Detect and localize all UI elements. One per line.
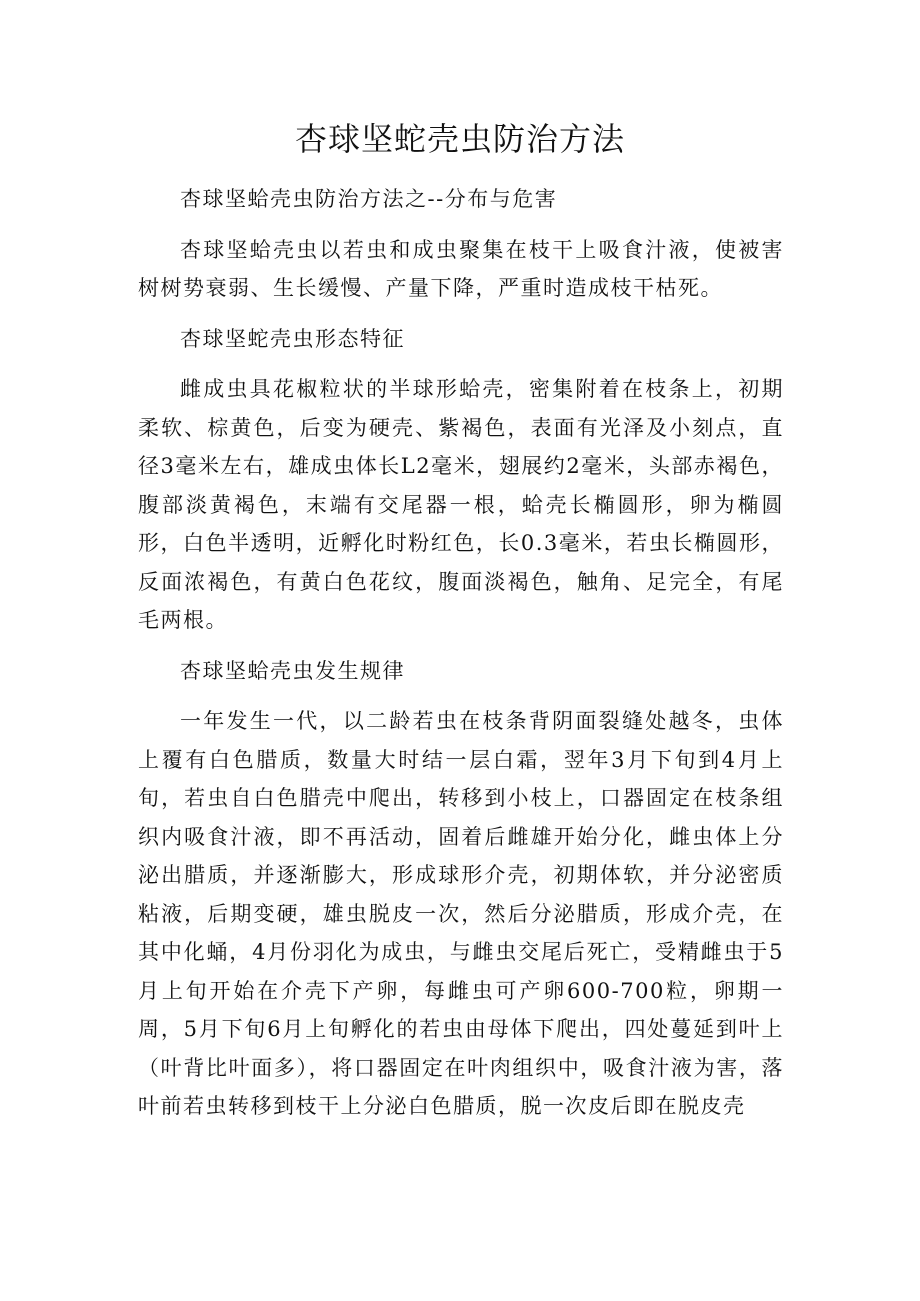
paragraph-morphology: 雌成虫具花椒粒状的半球形蛤壳，密集附着在枝条上，初期柔软、棕黄色，后变为硬壳、紫褐色，表面有光泽及小刻点，直径3毫米左右，雄成虫体长L2毫米，翅展约2毫米，头部赤褐色，腹部淡黄褐色，末端有交尾器一根，蛤壳长椭圆形，卵为椭圆形，白色半透明，近孵化时粉红色，长0.3毫米，若虫长椭圆形，反面浓褐色，有黄白色花纹，腹面淡褐色，触角、足完全，有尾毛两根。 <box>138 377 784 632</box>
document-title: 杏球坚蛇壳虫防治方法 <box>294 120 625 158</box>
section-heading-morphology: 杏球坚蛇壳虫形态特征 <box>180 326 405 351</box>
paragraph-damage: 杏球坚蛤壳虫以若虫和成虫聚集在枝干上吸食汁液，使被害树树势衰弱、生长缓慢、产量下降，严重时造成枝干枯死。 <box>138 237 784 300</box>
paragraph-occurrence: 一年发生一代，以二龄若虫在枝条背阴面裂缝处越冬，虫体上覆有白色腊质，数量大时结一层白霜，翌年3月下旬到4月上旬，若虫自白色腊壳中爬出，转移到小枝上，口器固定在枝条组织内吸食汁液，即不再活动，固着后雌雄开始分化，雌虫体上分泌出腊质，并逐渐膨大，形成球形介壳，初期体软，并分泌密质粘液，后期变硬，雄虫脱皮一次，然后分泌腊质，形成介壳，在其中化蛹，4月份羽化为成虫，与雌虫交尾后死亡，受精雌虫于5月上旬开始在介壳下产卵，每雌虫可产卵600-700粒，卵期一周，5月下旬6月上旬孵化的若虫由母体下爬出，四处蔓延到叶上（叶背比叶面多），将口器固定在叶肉组织中，吸食汁液为害，落叶前若虫转移到枝干上分泌白色腊质，脱一次皮后即在脱皮壳 <box>138 709 784 1118</box>
section-heading-occurrence: 杏球坚蛤壳虫发生规律 <box>180 658 405 683</box>
document-body <box>138 180 784 1138</box>
section-heading-distribution: 杏球坚蛤壳虫防治方法之--分布与危害 <box>180 187 558 211</box>
